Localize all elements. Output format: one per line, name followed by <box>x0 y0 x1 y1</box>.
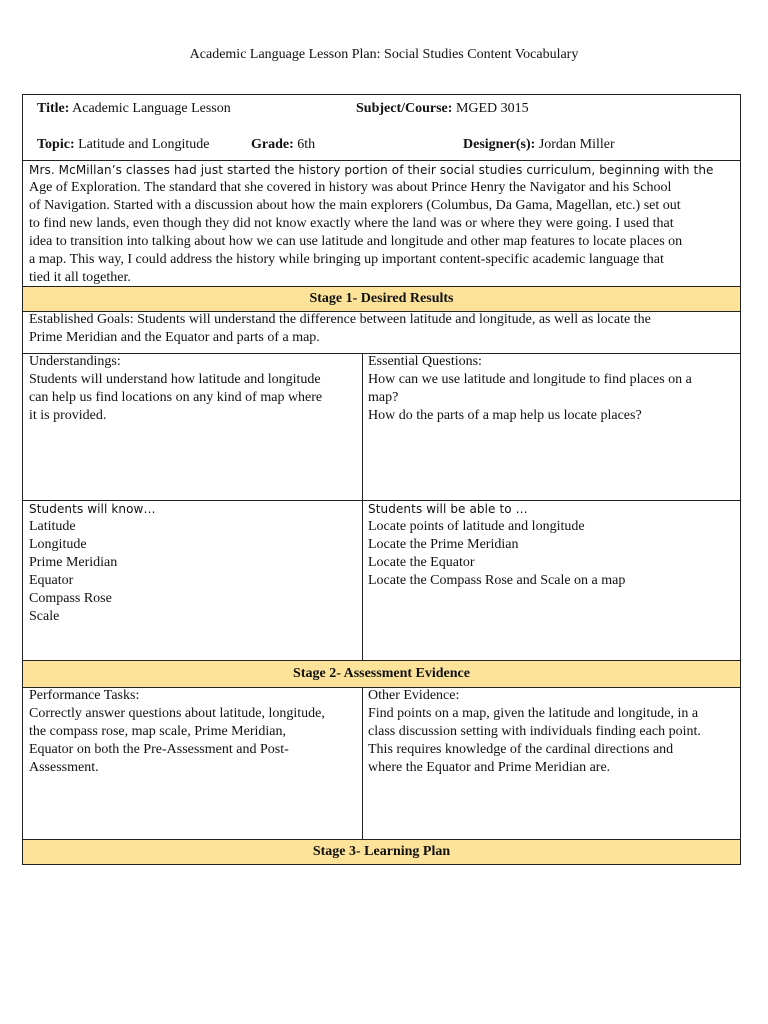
performance-tasks-cell <box>29 687 357 777</box>
subject-value: MGED 3015 <box>455 101 529 116</box>
title-value: Academic Language Lesson <box>72 101 231 116</box>
other-evidence-line: class discussion setting with individuals finding each point. <box>368 724 701 739</box>
topic-label: Topic: <box>37 137 75 152</box>
topic-value: Latitude and Longitude <box>78 137 210 152</box>
intro-line: of Navigation. Started with a discussion about how the main explorers (Columbus, Da Gama, Magellan, etc.) set out <box>29 198 681 213</box>
subject-field <box>356 101 529 117</box>
intro-line: to find new lands, even though they did not know exactly where the land was or where they were going. I used that <box>29 216 674 231</box>
essential-questions-cell <box>368 353 736 425</box>
understandings-line: can help us find locations on any kind of map where <box>29 390 323 405</box>
list-item: Locate the Equator <box>368 555 475 570</box>
performance-tasks-heading: Performance Tasks: <box>29 688 140 703</box>
designer-field <box>463 137 615 153</box>
other-evidence-cell <box>368 687 736 777</box>
grade-label: Grade: <box>251 137 294 152</box>
document-title: Academic Language Lesson Plan: Social Studies Content Vocabulary <box>189 47 579 62</box>
topic-field <box>37 137 210 153</box>
intro-line: tied it all together. <box>29 270 131 285</box>
intro-line: Mrs. McMillan’s classes had just started the history portion of their social studies curriculum, beginning with the <box>29 163 714 177</box>
lesson-plan-table <box>22 94 741 865</box>
students-able-cell <box>368 500 736 590</box>
list-item: Locate the Prime Meridian <box>368 537 519 552</box>
students-able-heading: Students will be able to … <box>368 502 528 516</box>
performance-tasks-line: Assessment. <box>29 760 99 775</box>
list-item: Scale <box>29 609 60 624</box>
list-item: Latitude <box>29 519 76 534</box>
intro-paragraph <box>29 161 734 287</box>
list-item: Compass Rose <box>29 591 112 606</box>
other-evidence-line: This requires knowledge of the cardinal directions and <box>368 742 674 757</box>
subject-label: Subject/Course: <box>356 101 453 116</box>
understandings-heading: Understandings: <box>29 354 121 369</box>
performance-tasks-line: Correctly answer questions about latitude, longitude, <box>29 706 325 721</box>
other-evidence-line: where the Equator and Prime Meridian are. <box>368 760 611 775</box>
list-item: Locate points of latitude and longitude <box>368 519 585 534</box>
essential-questions-line: map? <box>368 390 399 405</box>
designer-label: Designer(s): <box>463 137 536 152</box>
grade-value: 6th <box>297 137 316 152</box>
list-item: Equator <box>29 573 74 588</box>
understandings-cell <box>29 353 357 425</box>
essential-questions-line: How can we use latitude and longitude to find places on a <box>368 372 692 387</box>
intro-line: Age of Exploration. The standard that she covered in history was about Prince Henry the Navigator and his School <box>29 180 672 195</box>
performance-tasks-line: the compass rose, map scale, Prime Meridian, <box>29 724 286 739</box>
stage3-heading: Stage 3- Learning Plan <box>23 840 740 864</box>
list-item: Prime Meridian <box>29 555 118 570</box>
other-evidence-line: Find points on a map, given the latitude and longitude, in a <box>368 706 699 721</box>
understandings-line: it is provided. <box>29 408 107 423</box>
intro-line: a map. This way, I could address the history while bringing up important content-specific academic language that <box>29 252 664 267</box>
essential-questions-line: How do the parts of a map help us locate places? <box>368 408 642 423</box>
column-divider <box>362 353 363 660</box>
established-goals <box>29 311 734 347</box>
other-evidence-heading: Other Evidence: <box>368 688 460 703</box>
grade-field <box>251 137 315 153</box>
title-label: Title: <box>37 101 70 116</box>
students-know-heading: Students will know… <box>29 502 156 516</box>
understandings-line: Students will understand how latitude and longitude <box>29 372 321 387</box>
intro-line: idea to transition into talking about how we can use latitude and longitude and other map features to locate places on <box>29 234 683 249</box>
goals-line: Prime Meridian and the Equator and parts of a map. <box>29 330 320 345</box>
column-divider <box>362 687 363 839</box>
students-know-cell <box>29 500 357 626</box>
designer-value: Jordan Miller <box>538 137 615 152</box>
list-item: Longitude <box>29 537 87 552</box>
goals-line: Established Goals: Students will understand the difference between latitude and longitude, as well as locate the <box>29 312 651 327</box>
performance-tasks-line: Equator on both the Pre-Assessment and Post- <box>29 742 289 757</box>
essential-questions-heading: Essential Questions: <box>368 354 482 369</box>
stage1-heading: Stage 1- Desired Results <box>23 287 740 311</box>
stage2-heading: Stage 2- Assessment Evidence <box>23 661 740 687</box>
title-field <box>37 101 231 117</box>
list-item: Locate the Compass Rose and Scale on a map <box>368 573 626 588</box>
